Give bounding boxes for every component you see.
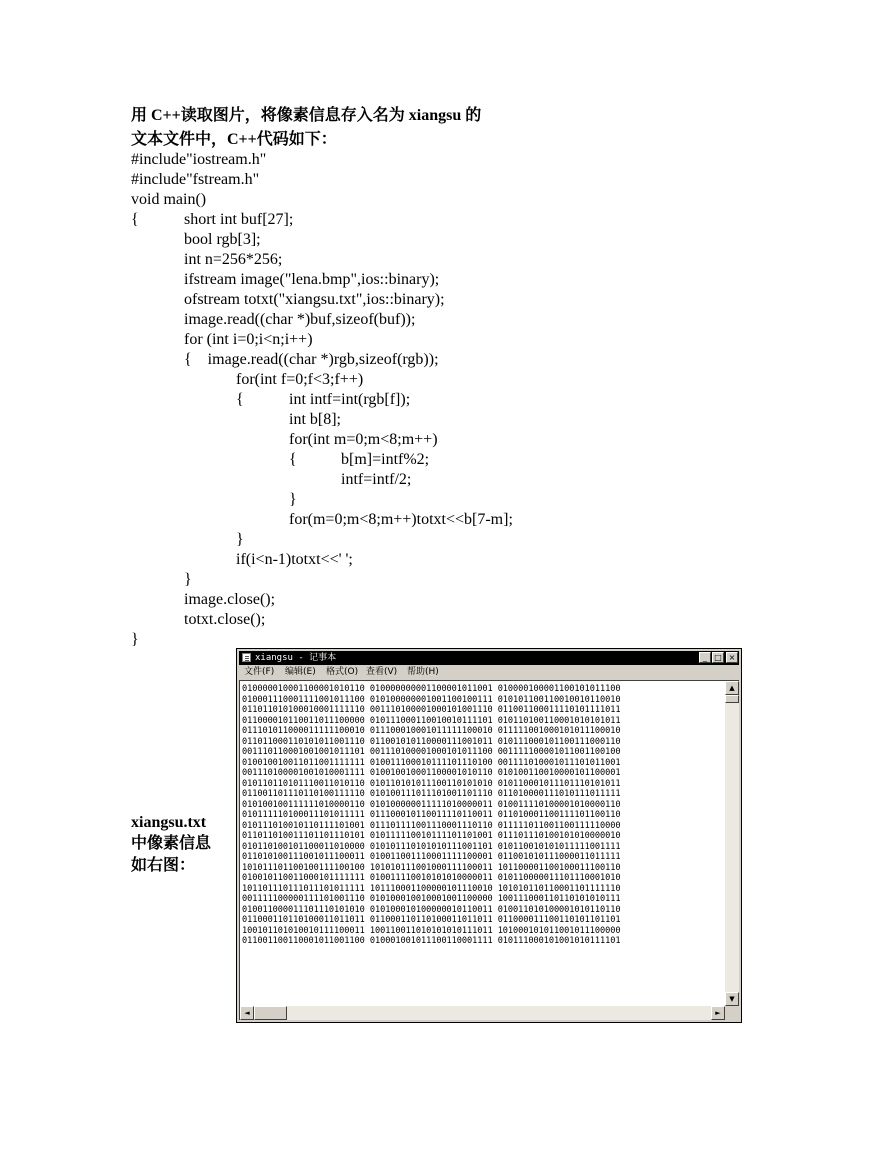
text-row: 010100100111111010000110 010100000011111010000011 010011110100001010000110 xyxy=(242,799,621,810)
code-line: int n=256*256; xyxy=(184,251,283,268)
menu-help[interactable]: 帮助(H) xyxy=(407,667,439,677)
code-line: } xyxy=(236,531,244,548)
scroll-up-button[interactable]: ▲ xyxy=(725,681,739,695)
text-row: 010011000011101110101010 010100010100000010110011 010011010100001010110110 xyxy=(242,904,621,915)
code-line: intf=intf/2; xyxy=(341,471,412,488)
code-line: image.close(); xyxy=(184,591,276,608)
text-content[interactable] xyxy=(242,684,726,1002)
close-button[interactable]: × xyxy=(726,652,738,663)
text-row: 011011010100010001111110 001110100001000101001110 011001100011110101111011 xyxy=(242,705,621,715)
scrollbar-corner xyxy=(725,1006,739,1020)
code-line: #include"iostream.h" xyxy=(131,151,267,168)
menu-view[interactable]: 查看(V) xyxy=(366,667,398,677)
text-row: 011000110110100011011011 011000110110100011011011 011000011100110101101101 xyxy=(242,915,621,925)
text-row: 010010010011011001111111 010011100010111101110100 001111010001011101011001 xyxy=(242,757,621,768)
code-line: } xyxy=(289,491,297,508)
text-row: 011000010110011011100000 010111000110010010111101 010110100110001010101011 xyxy=(242,715,621,726)
horizontal-scroll-thumb[interactable] xyxy=(254,1006,287,1020)
menu-edit[interactable]: 编辑(E) xyxy=(285,667,316,677)
text-row: 001110110001001001011101 001110100001000101011100 001111100001011001100100 xyxy=(242,747,621,757)
text-row: 100101101010010111100011 100110011010101010111011 101000101011001011100000 xyxy=(242,925,621,936)
text-row: 010010110011000101111111 010011110010101010000011 010110000011101110001010 xyxy=(242,873,621,883)
text-row: 001111100000111101001110 010100010010001001100000 100111000110110101010111 xyxy=(242,894,621,904)
text-row: 010110110101110011010110 010110101011100110101010 010110001011101110101011 xyxy=(242,778,621,789)
code-line: for(int m=0;m<8;m++) xyxy=(289,431,438,448)
code-line: ifstream image("lena.bmp",ios::binary); xyxy=(184,271,440,288)
vertical-scroll-thumb[interactable] xyxy=(725,695,739,703)
vertical-scrollbar[interactable] xyxy=(725,681,739,1006)
code-line: } xyxy=(184,571,192,588)
code-line: image.read((char *)buf,sizeof(buf)); xyxy=(184,311,416,328)
horizontal-scrollbar[interactable] xyxy=(240,1006,725,1020)
caption-line: 如右图： xyxy=(131,857,196,874)
code-line: short int buf[27]; xyxy=(184,211,294,228)
scroll-right-button[interactable]: ► xyxy=(711,1006,725,1020)
code-line: int intf=int(rgb[f]); xyxy=(289,391,411,408)
heading-line-1: 用 C++读取图片，将像素信息存入名为 xiangsu 的 xyxy=(131,107,482,124)
text-row: 011101011000011111100010 011100010001011111100010 011111001000101011100010 xyxy=(242,726,621,736)
code-line: totxt.close(); xyxy=(184,611,266,628)
menu-bar xyxy=(239,665,739,680)
text-row: 101101110111011101011111 101110001100000101110010 101010110110001101111110 xyxy=(242,883,621,894)
text-row: 101011101100100111100100 101010111001000111100011 101100001100100011100110 xyxy=(242,862,621,873)
text-editor[interactable] xyxy=(239,680,739,1020)
window-title: xiangsu - 记事本 xyxy=(255,653,337,663)
code-line: for(int f=0;f<3;f++) xyxy=(236,371,364,388)
code-line: void main() xyxy=(131,191,207,208)
title-bar[interactable] xyxy=(239,651,739,665)
text-row: 011001101110110100111110 010100111011101001101110 011010000111010111011111 xyxy=(242,789,621,799)
code-line: { xyxy=(236,391,244,408)
text-row: 010110100101100011010000 010101110101010111001101 010110010101011111001111 xyxy=(242,841,621,852)
code-line: ofstream totxt("xiangsu.txt",ios::binary); xyxy=(184,291,445,308)
minimize-button[interactable]: _ xyxy=(699,652,711,663)
code-line: #include"fstream.h" xyxy=(131,171,260,188)
text-row: 010000010001100001010110 010000000001100001011001 010000100001100101011100 xyxy=(242,684,621,694)
text-row: 011011000110101011001110 011001010110000111001011 010111000101100111000110 xyxy=(242,736,621,747)
code-line: if(i<n-1)totxt<<' '; xyxy=(236,551,353,568)
code-line: for (int i=0;i<n;i++) xyxy=(184,331,313,348)
code-line: } xyxy=(131,631,139,648)
menu-file[interactable]: 文件(F) xyxy=(244,667,275,677)
caption-line: 中像素信息 xyxy=(131,835,212,852)
text-row: 001110100001001010001111 010010010001100001010110 010100110010000101100001 xyxy=(242,768,621,778)
code-line: bool rgb[3]; xyxy=(184,231,261,248)
code-line: { xyxy=(289,451,297,468)
code-line: b[m]=intf%2; xyxy=(341,451,430,468)
notepad-window xyxy=(236,648,742,1023)
code-line: { xyxy=(131,211,139,228)
text-row: 010111010010110111101001 011101111001110001110110 011111011001100111110000 xyxy=(242,820,621,831)
text-row: 010111110100011101011111 011100010110011110110011 011010001100111101100110 xyxy=(242,810,621,820)
text-row: 011011010011101101110101 010111110010111101101001 011101110100101010000010 xyxy=(242,831,621,841)
scroll-down-button[interactable]: ▼ xyxy=(725,992,739,1006)
menu-format[interactable]: 格式(O) xyxy=(326,667,359,677)
code-line: { image.read((char *)rgb,sizeof(rgb)); xyxy=(184,351,439,368)
caption-line: xiangsu.txt xyxy=(131,814,207,831)
notepad-icon xyxy=(242,653,251,662)
scroll-left-button[interactable]: ◄ xyxy=(240,1006,254,1020)
text-row: 011001100110001011001100 010001001011100110001111 010111000101001010111101 xyxy=(242,936,621,946)
code-line: int b[8]; xyxy=(289,411,341,428)
code-line: for(m=0;m<8;m++)totxt<<b[7-m]; xyxy=(289,511,513,528)
text-row: 011010100111001011100011 010011001110001111100001 011001010111000011011111 xyxy=(242,852,621,862)
text-row: 010001110001111001011100 010100000001001100100111 010101100110010010110010 xyxy=(242,694,621,705)
maximize-button[interactable]: □ xyxy=(712,652,724,663)
heading-line-2: 文本文件中，C++代码如下： xyxy=(131,131,337,148)
